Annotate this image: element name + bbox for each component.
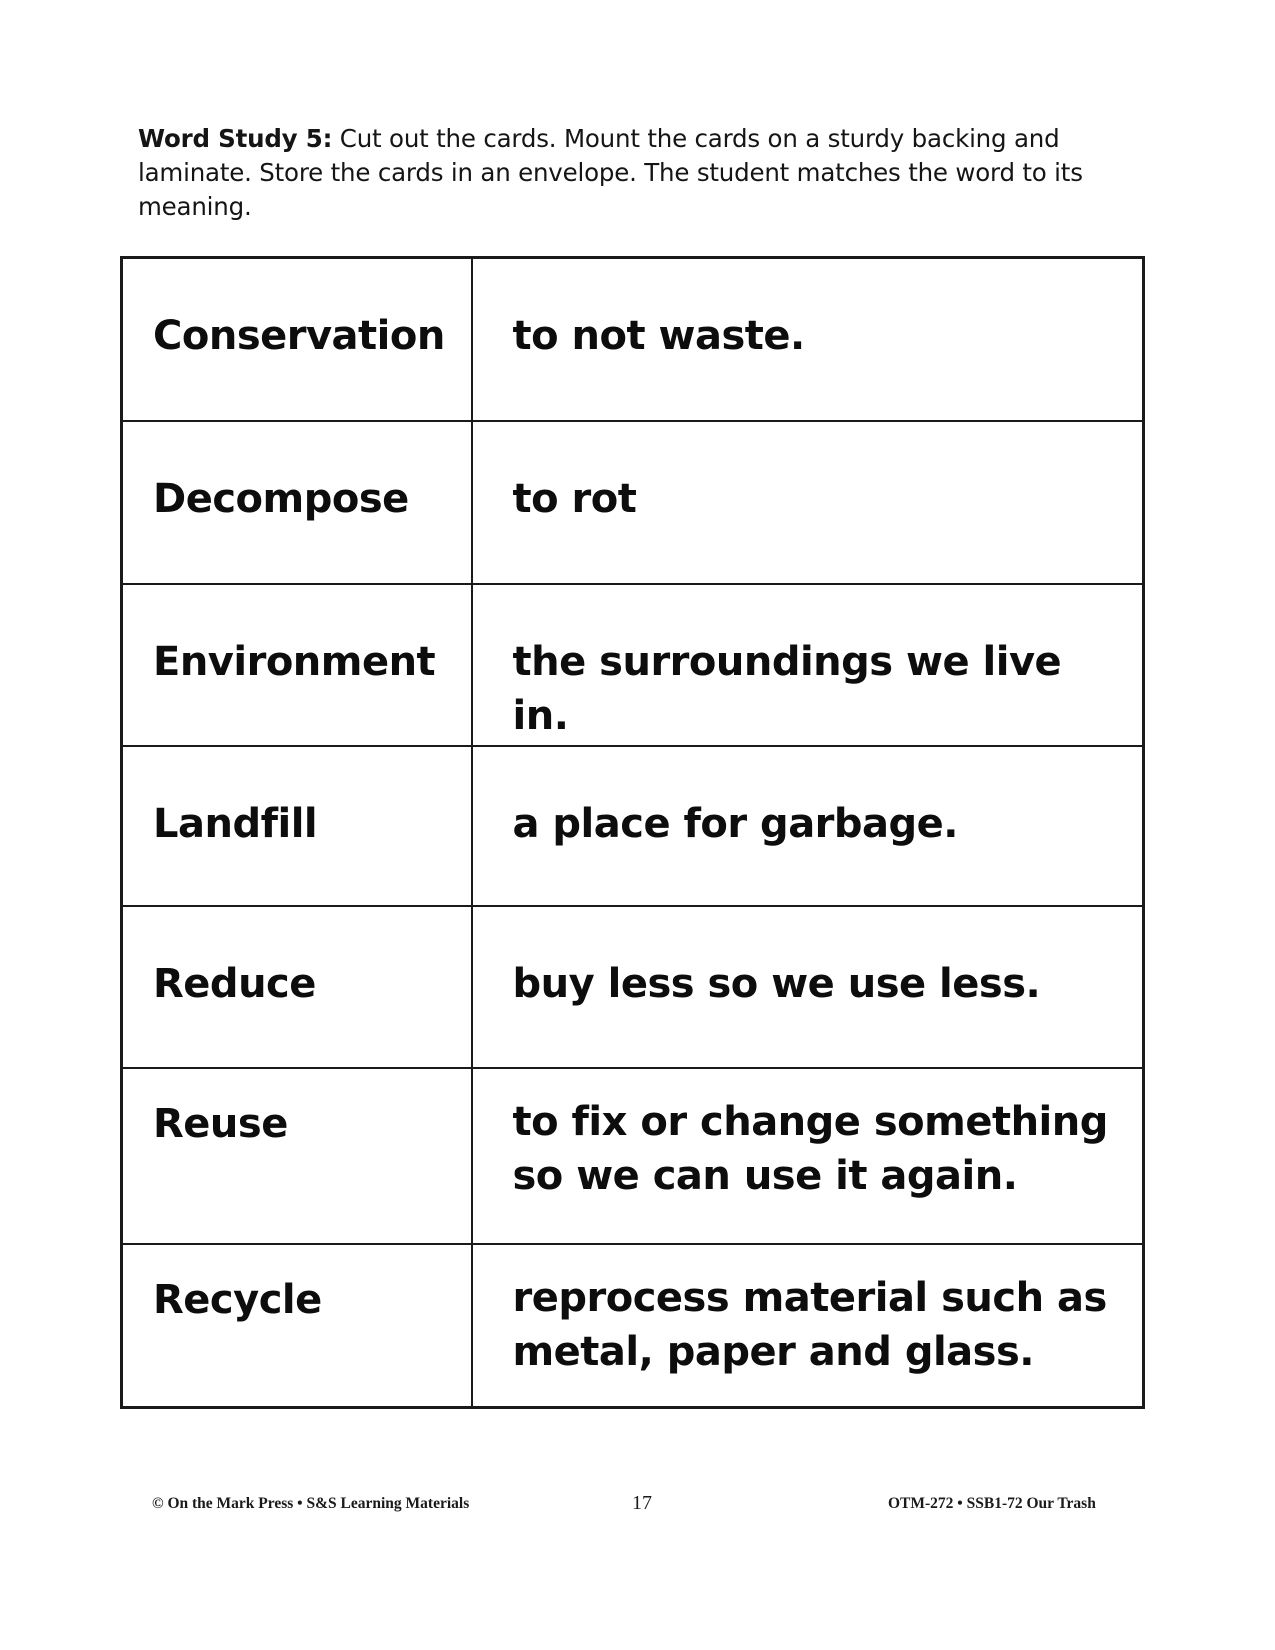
card-word[interactable]: Reduce bbox=[122, 906, 472, 1068]
card-definition[interactable]: to fix or change something so we can use it again. bbox=[472, 1068, 1144, 1244]
card-word[interactable]: Environment bbox=[122, 584, 472, 746]
card-definition[interactable]: to not waste. bbox=[472, 258, 1144, 421]
page-number: 17 bbox=[632, 1492, 652, 1514]
footer-copyright: © On the Mark Press • S&S Learning Materials bbox=[152, 1495, 470, 1512]
card-row bbox=[122, 1068, 1144, 1244]
card-row bbox=[122, 421, 1144, 584]
card-row bbox=[122, 258, 1144, 421]
card-word[interactable]: Decompose bbox=[122, 421, 472, 584]
card-row bbox=[122, 584, 1144, 746]
card-word[interactable]: Landfill bbox=[122, 746, 472, 906]
card-row bbox=[122, 906, 1144, 1068]
card-word[interactable]: Reuse bbox=[122, 1068, 472, 1244]
card-row bbox=[122, 1244, 1144, 1408]
instructions-paragraph bbox=[138, 122, 1098, 224]
word-card-table bbox=[120, 256, 1145, 1409]
footer-product-code: OTM-272 • SSB1-72 Our Trash bbox=[888, 1495, 1096, 1512]
card-row bbox=[122, 746, 1144, 906]
card-definition[interactable]: a place for garbage. bbox=[472, 746, 1144, 906]
card-word[interactable]: Conservation bbox=[122, 258, 472, 421]
instructions-text: Cut out the cards. Mount the cards on a sturdy backing and laminate. Store the cards in an envelope. The student matches the word to its meaning. bbox=[138, 124, 1083, 221]
card-definition[interactable]: the surroundings we live in. bbox=[472, 584, 1144, 746]
card-definition[interactable]: reprocess material such as metal, paper and glass. bbox=[472, 1244, 1144, 1408]
card-word[interactable]: Recycle bbox=[122, 1244, 472, 1408]
instructions-lead: Word Study 5: bbox=[138, 124, 333, 153]
card-definition[interactable]: buy less so we use less. bbox=[472, 906, 1144, 1068]
card-definition[interactable]: to rot bbox=[472, 421, 1144, 584]
